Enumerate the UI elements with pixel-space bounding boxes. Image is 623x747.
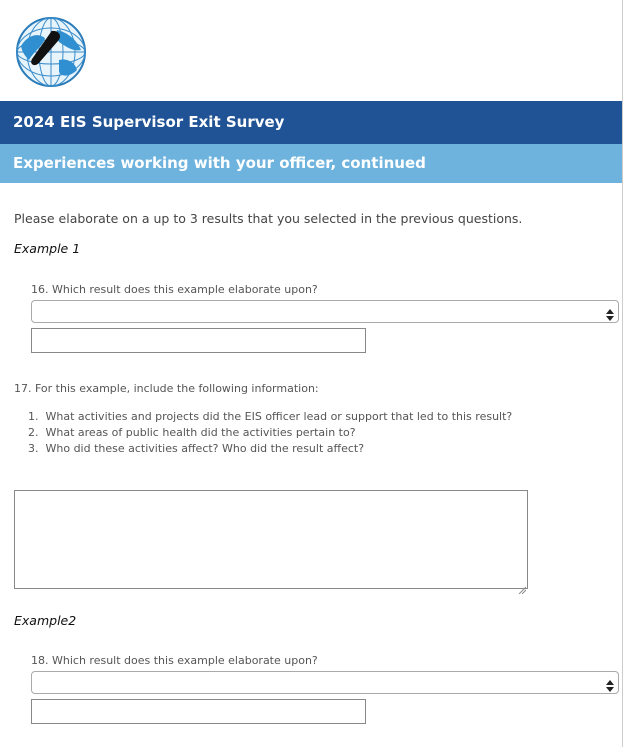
section-header-bar xyxy=(0,144,622,183)
intro-text: Please elaborate on a up to 3 results that you selected in the previous questions. xyxy=(14,211,523,226)
question-17-label: 17. For this example, include the following information: xyxy=(14,382,319,395)
survey-title-bar xyxy=(0,101,622,144)
survey-title: 2024 EIS Supervisor Exit Survey xyxy=(13,113,285,131)
up-down-arrows-icon xyxy=(606,677,614,689)
question-16-select[interactable] xyxy=(31,300,619,323)
question-18-select[interactable] xyxy=(31,671,619,694)
example-2-label: Example2 xyxy=(14,613,77,628)
list-number: 2. xyxy=(28,426,39,439)
question-17-textarea[interactable] xyxy=(14,490,528,589)
up-down-arrows-icon xyxy=(606,306,614,318)
example-1-label: Example 1 xyxy=(14,241,81,256)
resize-grip-icon[interactable] xyxy=(518,579,526,587)
list-item-text: What areas of public health did the activities pertain to? xyxy=(45,426,356,439)
section-title: Experiences working with your officer, continued xyxy=(13,154,426,172)
list-number: 3. xyxy=(28,442,39,455)
question-18-label: 18. Which result does this example elaborate upon? xyxy=(31,654,318,667)
question-16-label: 16. Which result does this example elaborate upon? xyxy=(31,283,318,296)
question-17-item xyxy=(28,410,512,423)
question-18-other-input[interactable] xyxy=(31,699,366,724)
list-number: 1. xyxy=(28,410,39,423)
question-16-other-input[interactable] xyxy=(31,328,366,353)
list-item-text: Who did these activities affect? Who did the result affect? xyxy=(45,442,365,455)
globe-logo xyxy=(15,16,87,88)
question-17-item xyxy=(28,442,364,455)
question-17-item xyxy=(28,426,356,439)
list-item-text: What activities and projects did the EIS officer lead or support that led to this result? xyxy=(45,410,513,423)
